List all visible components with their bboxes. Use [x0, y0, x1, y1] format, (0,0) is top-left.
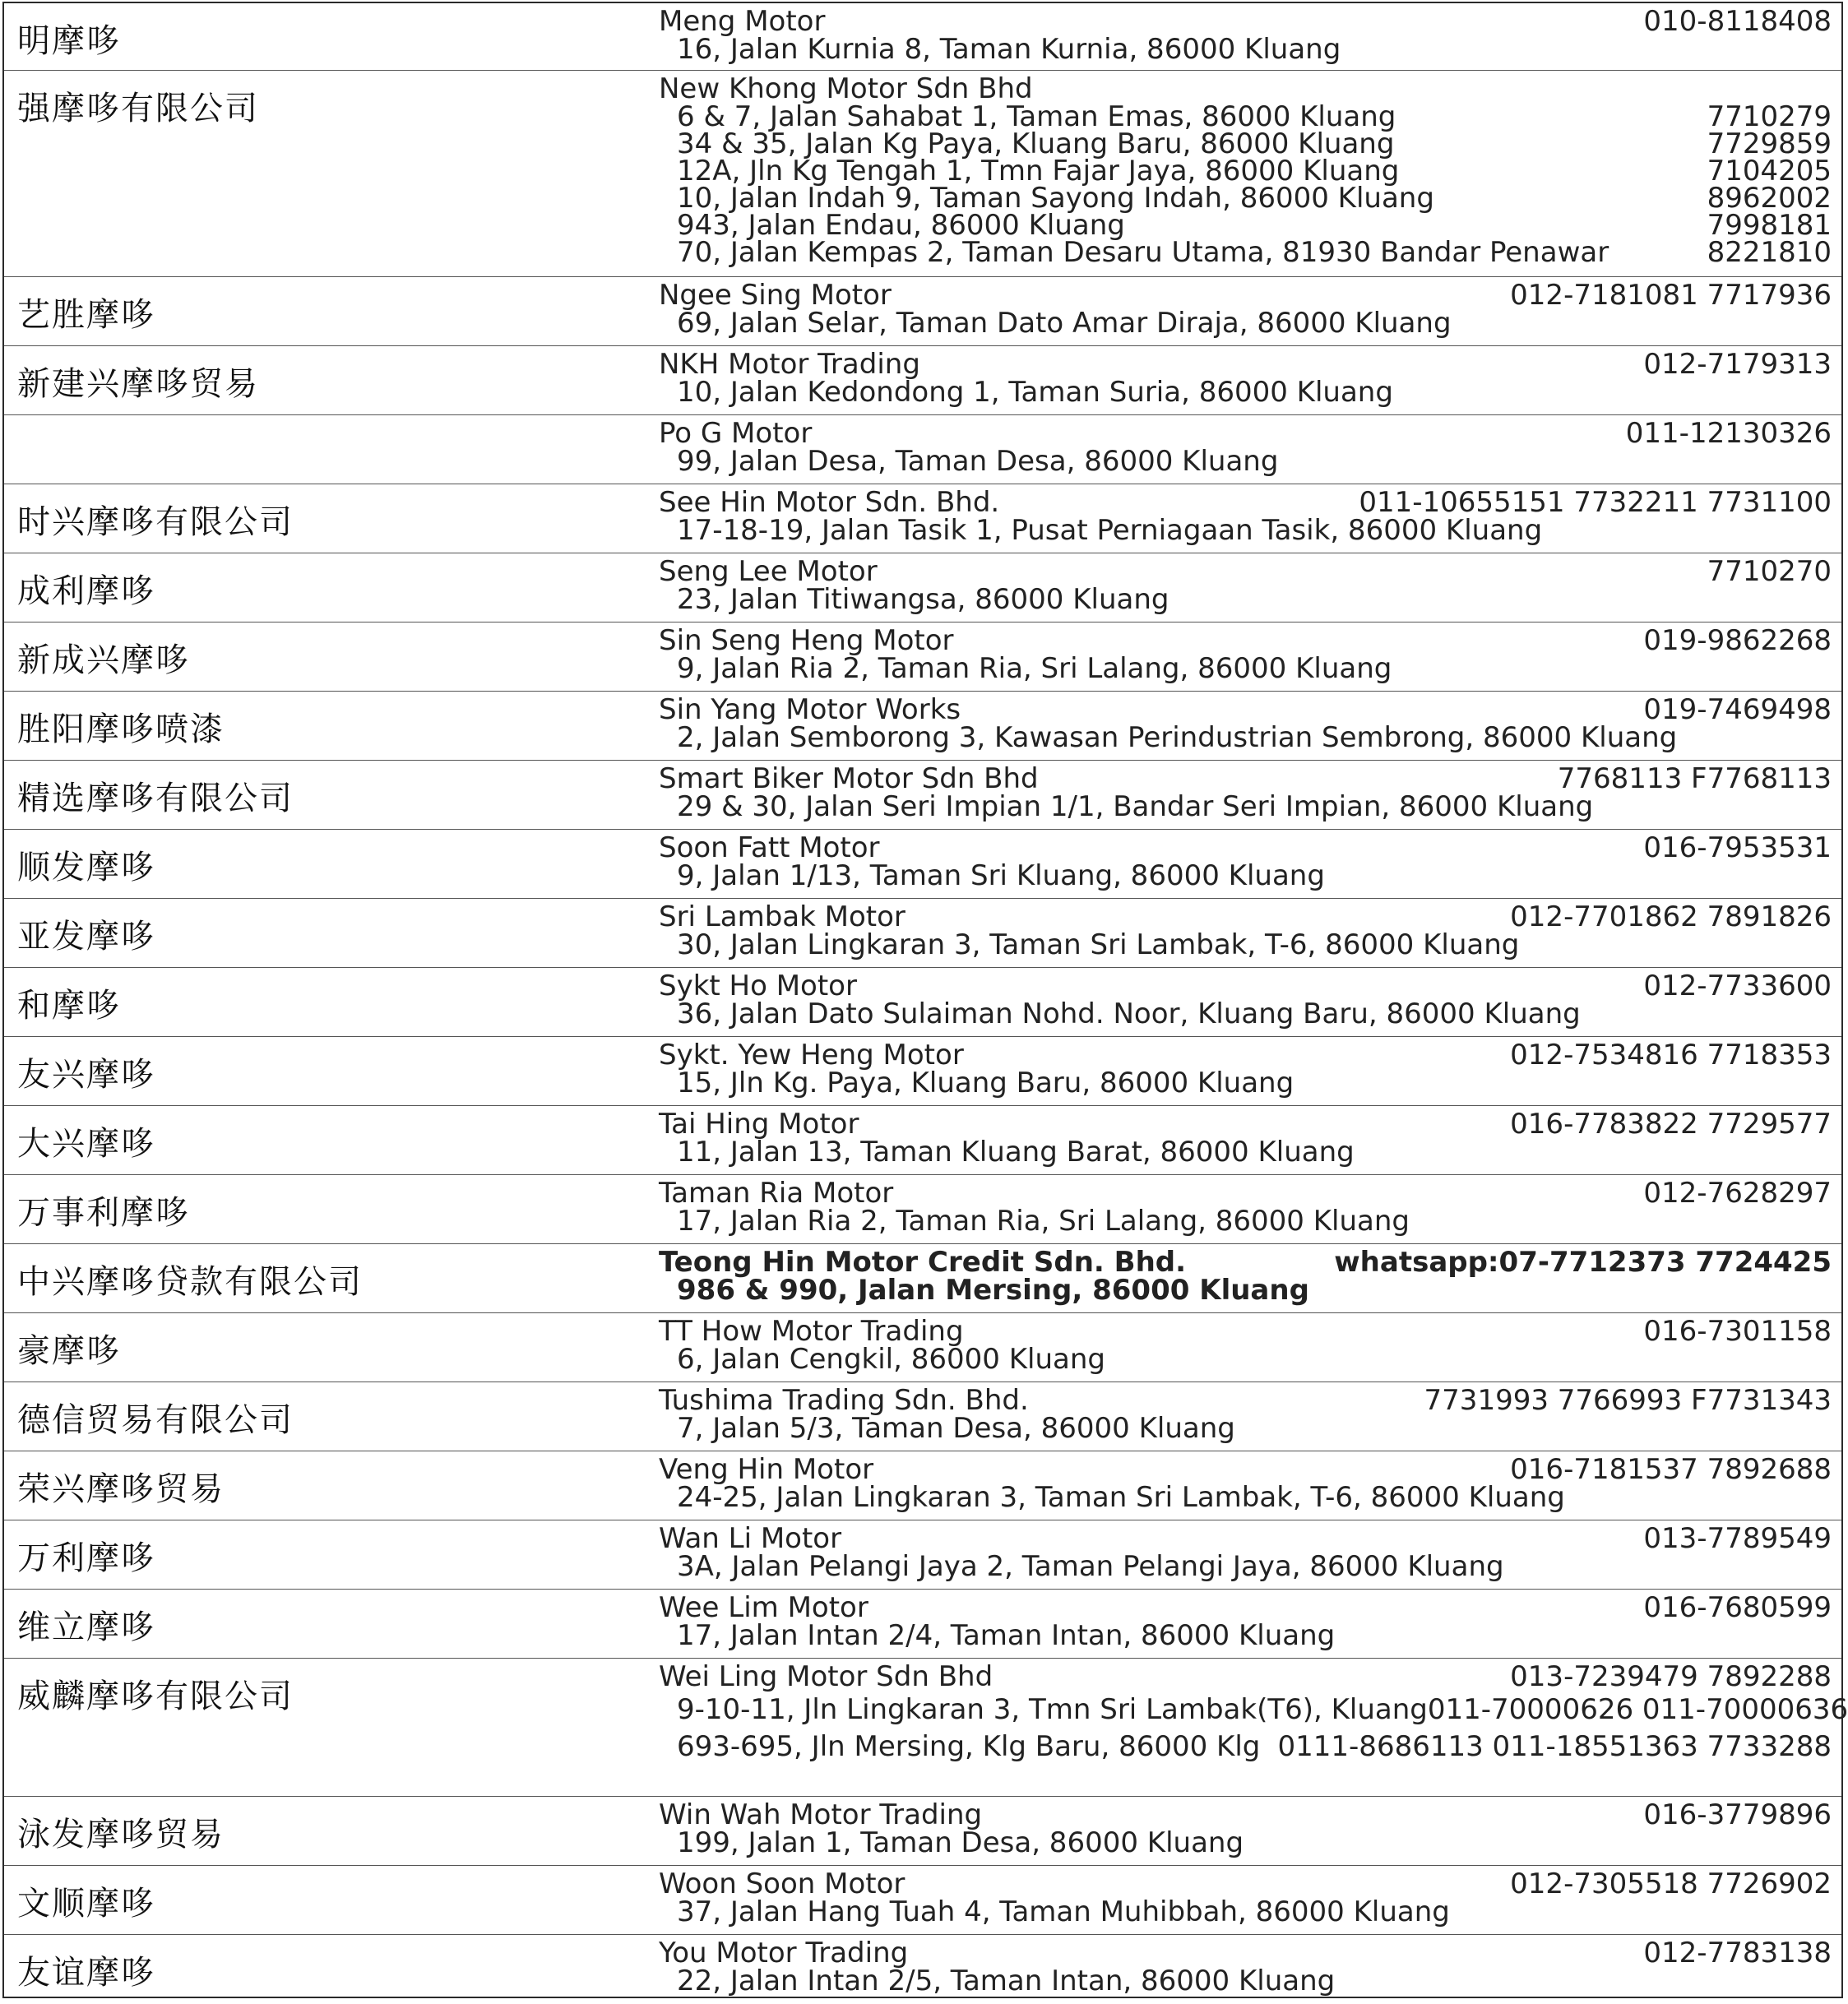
dealer-english-name: Woon Soon Motor — [659, 1867, 905, 1900]
dealer-phone: 016-3779896 — [1643, 1798, 1832, 1831]
dealer-address: 37, Jalan Hang Tuah 4, Taman Muhibbah, 86000 Kluang — [677, 1895, 1450, 1928]
dealer-address: 23, Jalan Titiwangsa, 86000 Kluang — [677, 583, 1169, 616]
dealer-details — [659, 1384, 1832, 1445]
dealer-address: 16, Jalan Kurnia 8, Taman Kurnia, 86000 Kluang — [677, 33, 1341, 66]
dealer-english-name: You Motor Trading — [659, 1937, 909, 1969]
dealer-row — [4, 692, 1841, 761]
dealer-chinese-name: 精选摩哆有限公司 — [17, 780, 294, 817]
dealer-english-name: NKH Motor Trading — [659, 348, 920, 381]
dealer-address: 17-18-19, Jalan Tasik 1, Pusat Perniagaan Tasik, 86000 Kluang — [677, 514, 1543, 547]
dealer-details — [659, 1524, 1832, 1581]
dealer-phone: 012-7181081 7717936 — [1510, 279, 1832, 312]
branch-line — [659, 236, 1832, 269]
dealer-chinese-name: 友兴摩哆 — [17, 1056, 155, 1094]
dealer-address: 17, Jalan Intan 2/4, Taman Intan, 86000 Kluang — [677, 1619, 1336, 1652]
branch-address: 70, Jalan Kempas 2, Taman Desaru Utama, 81930 Bandar Penawar — [677, 236, 1609, 269]
dealer-phone: 016-7783822 7729577 — [1510, 1108, 1832, 1141]
dealer-row — [4, 1037, 1841, 1106]
branch-phone: 7104205 — [1707, 155, 1832, 187]
dealer-chinese-name: 成利摩哆 — [17, 572, 155, 610]
branch-phone: 7710279 — [1707, 100, 1832, 133]
dealer-address: 24-25, Jalan Lingkaran 3, Taman Sri Lambak, T-6, 86000 Kluang — [677, 1481, 1565, 1514]
branch-address: 34 & 35, Jalan Kg Paya, Kluang Baru, 86000 Kluang — [677, 127, 1395, 160]
dealer-phone: 013-7239479 7892288 — [1510, 1660, 1832, 1693]
dealer-details — [659, 1593, 1832, 1650]
dealer-row — [4, 1590, 1841, 1659]
dealer-phone: 012-7628297 — [1643, 1177, 1832, 1210]
dealer-chinese-name: 万事利摩哆 — [17, 1194, 190, 1232]
dealer-address: 986 & 990, Jalan Mersing, 86000 Kluang — [677, 1274, 1309, 1307]
dealer-row — [4, 1659, 1848, 1797]
dealer-address: 36, Jalan Dato Sulaiman Nohd. Noor, Kluang Baru, 86000 Kluang — [677, 997, 1581, 1030]
dealer-address: 69, Jalan Selar, Taman Dato Amar Diraja, 86000 Kluang — [677, 307, 1452, 340]
dealer-details — [659, 5, 1832, 66]
dealer-chinese-name: 中兴摩哆贷款有限公司 — [17, 1263, 363, 1301]
dealer-row — [4, 484, 1841, 553]
dealer-details — [659, 348, 1832, 409]
dealer-phone: 011-10655151 7732211 7731100 — [1359, 486, 1832, 519]
dealer-english-name: Soon Fatt Motor — [659, 831, 880, 864]
dealer-phone: whatsapp:07-7712373 7724425 — [1334, 1246, 1832, 1279]
dealer-details — [659, 1800, 1832, 1857]
dealer-chinese-name: 泳发摩哆贸易 — [17, 1816, 225, 1854]
dealer-phone: 012-7733600 — [1643, 970, 1832, 1002]
dealer-phone: 019-7469498 — [1643, 693, 1832, 726]
dealer-address: 7, Jalan 5/3, Taman Desa, 86000 Kluang — [677, 1412, 1235, 1445]
dealer-row — [4, 1520, 1841, 1590]
dealer-address: 3A, Jalan Pelangi Jaya 2, Taman Pelangi Jaya, 86000 Kluang — [677, 1550, 1504, 1583]
dealer-row — [4, 1382, 1841, 1451]
dealer-address: 9, Jalan Ria 2, Taman Ria, Sri Lalang, 86000 Kluang — [677, 652, 1392, 685]
dealer-row — [4, 968, 1841, 1037]
dealer-english-name: Tushima Trading Sdn. Bhd. — [659, 1384, 1029, 1417]
dealer-row — [4, 899, 1841, 968]
dealer-phone: 011-12130326 — [1625, 417, 1832, 450]
dealer-details — [659, 1246, 1832, 1307]
dealer-phone: 019-9862268 — [1643, 624, 1832, 657]
branch-address: 943, Jalan Endau, 86000 Kluang — [677, 209, 1125, 242]
dealer-phone: 012-7534816 7718353 — [1510, 1039, 1832, 1071]
dealer-row — [4, 761, 1841, 830]
dealer-phone: 7768113 F7768113 — [1557, 762, 1832, 795]
dealer-english-name: Seng Lee Motor — [659, 555, 878, 588]
dealer-details — [659, 486, 1832, 547]
dealer-english-name: Wei Ling Motor Sdn Bhd — [659, 1660, 993, 1693]
dealer-row — [4, 1175, 1841, 1244]
dealer-chinese-name: 新建兴摩哆贸易 — [17, 365, 259, 403]
dealer-chinese-name: 万利摩哆 — [17, 1539, 155, 1577]
dealer-chinese-name: 亚发摩哆 — [17, 918, 155, 956]
branch-address: 10, Jalan Indah 9, Taman Sayong Indah, 86000 Kluang — [677, 182, 1434, 215]
branch-phone: 7998181 — [1707, 209, 1832, 242]
dealer-chinese-name: 维立摩哆 — [17, 1608, 155, 1646]
dealer-details — [659, 626, 1832, 683]
dealer-details — [659, 555, 1832, 616]
dealer-details — [659, 1938, 1832, 1995]
dealer-address: 6, Jalan Cengkil, 86000 Kluang — [677, 1343, 1105, 1376]
dealer-phone: 016-7181537 7892688 — [1510, 1453, 1832, 1486]
dealer-english-name: Meng Motor — [659, 5, 826, 38]
dealer-row — [4, 1313, 1841, 1382]
dealer-details — [659, 833, 1832, 890]
dealer-chinese-name: 豪摩哆 — [17, 1332, 121, 1370]
dealer-row — [4, 622, 1841, 692]
dealer-row — [4, 553, 1841, 622]
dealer-english-name: Sin Seng Heng Motor — [659, 624, 954, 657]
dealer-address: 15, Jln Kg. Paya, Kluang Baru, 86000 Kluang — [677, 1067, 1295, 1099]
branch-phone: 8962002 — [1707, 182, 1832, 215]
dealer-details — [659, 72, 1832, 269]
dealer-phone: 012-7179313 — [1643, 348, 1832, 381]
dealer-chinese-name: 大兴摩哆 — [17, 1125, 155, 1163]
dealer-phone: 016-7301158 — [1643, 1315, 1832, 1348]
dealer-details — [659, 1869, 1832, 1926]
dealer-chinese-name: 荣兴摩哆贸易 — [17, 1470, 225, 1508]
dealer-address: 2, Jalan Semborong 3, Kawasan Perindustrian Sembrong, 86000 Kluang — [677, 721, 1678, 754]
dealer-row — [4, 1451, 1841, 1520]
dealer-row — [4, 3, 1841, 71]
dealer-english-name: Win Wah Motor Trading — [659, 1798, 983, 1831]
dealer-chinese-name: 艺胜摩哆 — [17, 296, 155, 334]
dealer-english-name: Wee Lim Motor — [659, 1591, 868, 1624]
dealer-row — [4, 346, 1841, 415]
branch-address: 6 & 7, Jalan Sahabat 1, Taman Emas, 86000 Kluang — [677, 100, 1396, 133]
dealer-details — [659, 1040, 1832, 1097]
dealer-english-name: Taman Ria Motor — [659, 1177, 894, 1210]
dealer-chinese-name: 明摩哆 — [17, 22, 121, 60]
dealer-phone: 016-7680599 — [1643, 1591, 1832, 1624]
dealer-row — [4, 277, 1841, 346]
dealer-details — [659, 1177, 1832, 1238]
dealer-phone: 012-7701862 7891826 — [1510, 900, 1832, 933]
dealer-english-name: Sri Lambak Motor — [659, 900, 905, 933]
dealer-address: 9, Jalan 1/13, Taman Sri Kluang, 86000 Kluang — [677, 859, 1325, 892]
dealer-row — [4, 1866, 1841, 1935]
dealer-english-name: Veng Hin Motor — [659, 1453, 874, 1486]
dealer-row — [4, 415, 1841, 484]
dealer-details — [659, 971, 1832, 1028]
dealer-phone: 012-7305518 7726902 — [1510, 1867, 1832, 1900]
dealer-english-name: TT How Motor Trading — [659, 1315, 964, 1348]
dealer-chinese-name: 友谊摩哆 — [17, 1954, 155, 1992]
dealer-details — [659, 279, 1832, 340]
dealer-phone: 012-7783138 — [1643, 1937, 1832, 1969]
dealer-chinese-name: 德信贸易有限公司 — [17, 1401, 294, 1439]
dealer-english-name: Teong Hin Motor Credit Sdn. Bhd. — [659, 1246, 1187, 1279]
dealer-phone: 7710270 — [1707, 555, 1832, 588]
dealer-english-name: New Khong Motor Sdn Bhd — [659, 72, 1033, 105]
dealer-english-name: Smart Biker Motor Sdn Bhd — [659, 762, 1039, 795]
branch-line — [659, 1729, 1832, 1766]
dealer-row — [4, 1244, 1841, 1313]
dealer-phone: 013-7789549 — [1643, 1522, 1832, 1555]
dealer-details — [659, 1453, 1832, 1514]
dealer-phone: 7731993 7766993 F7731343 — [1424, 1384, 1832, 1417]
dealer-row — [4, 1935, 1841, 2004]
dealer-english-name: Sykt Ho Motor — [659, 970, 857, 1002]
branch-phone: 0111-8686113 011-18551363 7733288 — [1277, 1730, 1832, 1763]
dealer-row — [4, 1106, 1841, 1175]
dealer-english-name: Wan Li Motor — [659, 1522, 842, 1555]
dealer-english-name: Sykt. Yew Heng Motor — [659, 1039, 964, 1071]
dealer-address: 99, Jalan Desa, Taman Desa, 86000 Kluang — [677, 445, 1279, 478]
dealer-details — [659, 695, 1832, 752]
dealer-address: 17, Jalan Ria 2, Taman Ria, Sri Lalang, 86000 Kluang — [677, 1205, 1410, 1238]
branch-address: 693-695, Jln Mersing, Klg Baru, 86000 Klg — [677, 1730, 1261, 1763]
dealer-chinese-name: 和摩哆 — [17, 987, 121, 1025]
branch-phone: 7729859 — [1707, 127, 1832, 160]
dealer-chinese-name: 新成兴摩哆 — [17, 641, 190, 679]
dealer-chinese-name: 威麟摩哆有限公司 — [17, 1678, 294, 1715]
branch-phone: 011-70000626 011-70000636 — [1427, 1693, 1848, 1726]
dealer-details — [659, 764, 1832, 821]
dealer-row — [4, 830, 1841, 899]
dealer-address: 199, Jalan 1, Taman Desa, 86000 Kluang — [677, 1826, 1244, 1859]
dealer-english-name: Po G Motor — [659, 417, 813, 450]
dealer-english-name: See Hin Motor Sdn. Bhd. — [659, 486, 1000, 519]
dealer-details — [659, 1108, 1832, 1169]
dealer-phone: 010-8118408 — [1643, 5, 1832, 38]
dealer-address: 29 & 30, Jalan Seri Impian 1/1, Bandar Seri Impian, 86000 Kluang — [677, 790, 1594, 823]
dealer-address: 30, Jalan Lingkaran 3, Taman Sri Lambak, T-6, 86000 Kluang — [677, 928, 1520, 961]
dealer-chinese-name: 强摩哆有限公司 — [17, 90, 259, 127]
dealer-details — [659, 902, 1832, 959]
dealer-phone: 016-7953531 — [1643, 831, 1832, 864]
dealer-address: 11, Jalan 13, Taman Kluang Barat, 86000 Kluang — [677, 1136, 1355, 1169]
branch-address: 9-10-11, Jln Lingkaran 3, Tmn Sri Lambak(T6), Kluang — [677, 1693, 1428, 1726]
dealer-english-name: Ngee Sing Motor — [659, 279, 892, 312]
dealer-english-name: Sin Yang Motor Works — [659, 693, 961, 726]
dealer-english-name: Tai Hing Motor — [659, 1108, 859, 1141]
branch-phone: 8221810 — [1707, 236, 1832, 269]
dealer-address: 22, Jalan Intan 2/5, Taman Intan, 86000 Kluang — [677, 1965, 1336, 1997]
dealer-directory — [2, 2, 1848, 1998]
dealer-chinese-name: 顺发摩哆 — [17, 849, 155, 886]
branch-address: 12A, Jln Kg Tengah 1, Tmn Fajar Jaya, 86000 Kluang — [677, 155, 1400, 187]
branch-line — [659, 1692, 1848, 1729]
dealer-details — [659, 1660, 1848, 1766]
dealer-address: 10, Jalan Kedondong 1, Taman Suria, 86000 Kluang — [677, 376, 1393, 409]
dealer-details — [659, 1315, 1832, 1376]
dealer-chinese-name: 时兴摩哆有限公司 — [17, 503, 294, 541]
dealer-row — [4, 71, 1841, 277]
dealer-chinese-name: 胜阳摩哆喷漆 — [17, 710, 225, 748]
dealer-chinese-name: 文顺摩哆 — [17, 1885, 155, 1923]
dealer-row — [4, 1797, 1841, 1866]
dealer-details — [659, 417, 1832, 478]
